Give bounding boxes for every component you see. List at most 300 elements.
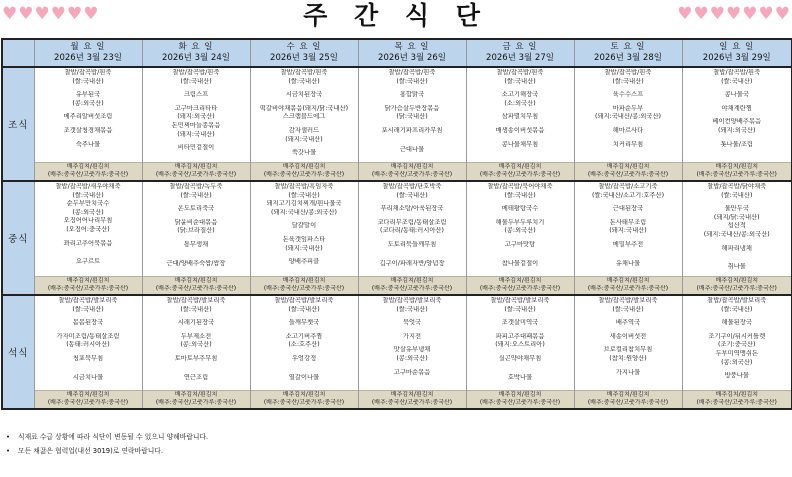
dish-item: 조갯살청경채볶음 xyxy=(63,126,113,134)
dish-item: (소:외국산) xyxy=(504,99,536,107)
heart-icon: ♥ xyxy=(50,4,66,24)
heart-icon: ♥ xyxy=(83,4,99,24)
menu-cell xyxy=(142,181,250,295)
menu-cell-content xyxy=(35,296,142,408)
dish-item: (쌀:국내산) xyxy=(504,77,536,85)
menu-cell xyxy=(34,295,142,409)
dish-item: 베이컨양배추볶음 xyxy=(712,118,762,126)
dish-item: 찰밥/잡곡밥/흰죽 xyxy=(64,69,112,76)
menu-cell xyxy=(34,181,142,295)
dish-item: 섭산적 xyxy=(727,222,746,230)
dish-item: 통무생채 xyxy=(183,240,209,248)
dish-item: 가자미조림/동태살조림 xyxy=(56,332,120,340)
menu-cell-content xyxy=(467,296,574,408)
dish-item: 찰밥/잡곡밥/발보리죽 xyxy=(58,297,118,304)
kimchi-band xyxy=(359,276,466,294)
kimchi-band xyxy=(575,276,682,294)
dish-item: 청포묵무침 xyxy=(72,354,104,362)
kimchi-name: 배추김치/흰김치 xyxy=(66,391,110,398)
dish-item: 가지전 xyxy=(402,332,422,340)
menu-cell-content xyxy=(467,182,574,294)
dish-item: 유채나물 xyxy=(615,259,641,267)
dish-item: (쌀:국내산) xyxy=(72,191,104,199)
dish-item: (쌀:국내산) xyxy=(288,305,320,313)
day-date: 2026년 3월 26일 xyxy=(378,53,446,63)
dish-item: (쌀:국내산) xyxy=(612,305,644,313)
dish-item: 삼파멸치무침 xyxy=(501,113,539,121)
dish-list xyxy=(575,182,682,268)
notes xyxy=(6,430,208,458)
dish-item: 찰밥/잡곡밥/녹두죽 xyxy=(169,183,223,190)
dish-item: 고구마맛탕 xyxy=(504,240,536,248)
menu-cell xyxy=(466,181,574,295)
kimchi-band xyxy=(575,390,682,408)
weekly-menu-table xyxy=(1,38,792,410)
dish-item: (닭:브라질산) xyxy=(177,227,215,235)
dish-item: (닭:국내산) xyxy=(396,113,428,121)
day-name: 목 요 일 xyxy=(394,42,430,52)
dish-item: (돼지:국내산) xyxy=(177,130,215,138)
dish-item: 치커리무침 xyxy=(612,140,644,148)
dish-item: 푸리채소탕/아욱된장국 xyxy=(380,205,444,213)
dish-item: 고구마순볶음 xyxy=(393,368,431,376)
day-date: 2026년 3월 23일 xyxy=(54,53,122,63)
dish-item: (쌀:국내산) xyxy=(504,191,536,199)
dish-item: 소고기버추찜 xyxy=(285,332,323,340)
kimchi-name: 배추김치/흰김치 xyxy=(498,391,542,398)
heart-icon: ♥ xyxy=(67,4,83,24)
kimchi-name: 배추김치/흰김치 xyxy=(606,391,650,398)
day-date: 2026년 3월 25일 xyxy=(270,53,338,63)
heart-icon: ♥ xyxy=(18,4,34,24)
day-header xyxy=(142,39,250,67)
day-header xyxy=(34,39,142,67)
dish-item: 찰밥/잡곡밥/흰죽 xyxy=(280,69,328,76)
dish-item: 온도토리죽국 xyxy=(177,205,215,213)
menu-cell-content xyxy=(575,296,682,408)
kimchi-band xyxy=(467,162,574,180)
kimchi-name: 배추김치/흰김치 xyxy=(390,163,434,170)
day-header-row xyxy=(2,39,792,67)
menu-cell-content xyxy=(359,296,466,408)
kimchi-origin: (배추:중국산/고춧가루:중국산) xyxy=(479,399,561,406)
dish-item: 돈육갯잎파스타 xyxy=(282,235,326,243)
dish-item: 들깨무챗국 xyxy=(288,319,320,327)
dish-item: 요구르트 xyxy=(75,258,101,266)
kimchi-name: 배추김치/흰김치 xyxy=(174,391,218,398)
menu-cell-content xyxy=(683,296,792,408)
menu-cell xyxy=(142,67,250,181)
dish-item: 홍합맑국 xyxy=(399,91,425,99)
dish-item: 메밀부추전 xyxy=(612,240,644,248)
day-name: 화 요 일 xyxy=(178,42,214,52)
menu-cell xyxy=(250,67,358,181)
dish-item: 유부된국 xyxy=(75,91,101,99)
dish-item: 찰밥/잡곡밥/흰죽 xyxy=(388,69,436,76)
dish-item: (쌀:국내산) xyxy=(288,77,320,85)
dish-item: 달걀말이 xyxy=(291,222,317,230)
kimchi-name: 배추김치/흰김치 xyxy=(715,277,759,284)
bullet-icon: • xyxy=(6,447,11,455)
menu-cell xyxy=(250,181,358,295)
kimchi-name: 배추김치/흰김치 xyxy=(715,163,759,170)
menu-cell-content xyxy=(251,182,358,294)
kimchi-name: 배추김치/흰김치 xyxy=(390,391,434,398)
dish-item: 물만두국 xyxy=(724,205,749,213)
kimchi-origin: (배추:중국산/고춧가루:중국산) xyxy=(47,285,129,292)
dish-item: 맛살유부냉채 xyxy=(393,346,431,354)
kimchi-name: 배추김치/흰김치 xyxy=(66,163,110,170)
dish-item: 비타민겉절이 xyxy=(177,144,215,152)
dish-item: (쌀:국내산) xyxy=(721,77,753,85)
dish-item: 연근조림 xyxy=(183,373,209,381)
kimchi-name: 배추김치/흰김치 xyxy=(282,277,326,284)
day-header xyxy=(250,39,358,67)
day-header xyxy=(466,39,574,67)
dish-item: 닭가슴살두반장볶음 xyxy=(384,104,440,112)
kimchi-band xyxy=(575,162,682,180)
kimchi-band xyxy=(683,276,792,294)
dish-item: 우엉강정 xyxy=(291,354,317,362)
kimchi-band xyxy=(251,390,358,408)
dish-item: 두부미역맹쉬돈 xyxy=(715,349,759,357)
dish-item: 시금치나물 xyxy=(72,373,104,381)
kimchi-band xyxy=(143,390,250,408)
heart-icon: ♥ xyxy=(709,4,725,24)
dish-item: (돼지:외국산) xyxy=(177,113,215,121)
kimchi-band xyxy=(251,162,358,180)
dish-item: 찰밥/잡곡밥/새우야채죽 xyxy=(55,183,121,190)
day-header xyxy=(358,39,466,67)
day-header xyxy=(574,39,682,67)
kimchi-origin: (배추:중국산/고춧가루:중국산) xyxy=(263,285,345,292)
dish-item: (쌀:국내산) xyxy=(180,77,212,85)
dish-item: 코다리무조림/동태살조림 xyxy=(377,218,447,226)
dish-item: 마파순두부 xyxy=(612,104,644,112)
title-bar xyxy=(0,0,792,34)
dish-list xyxy=(143,182,250,268)
dish-item: 배추역국 xyxy=(615,319,641,327)
menu-cell xyxy=(358,67,466,181)
menu-cell xyxy=(142,295,250,409)
dish-item: (쌀:국내산) xyxy=(396,191,428,199)
dish-item: 찰밥/잡곡밥/북어야채죽 xyxy=(487,183,553,190)
dish-item: (쌀:국내산/소고기:호주산) xyxy=(591,191,665,199)
dish-item: 찰밥/잡곡밥/발보리죽 xyxy=(707,297,767,304)
kimchi-band xyxy=(467,276,574,294)
dish-item: 시금치된장국 xyxy=(285,91,323,99)
dish-item: 파피고추대패볶음 xyxy=(495,332,545,340)
dish-item: 찰밥/잡곡밥/닭야채죽 xyxy=(707,183,767,190)
kimchi-name: 배추김치/흰김치 xyxy=(66,277,110,284)
day-date: 2026년 3월 24일 xyxy=(162,53,230,63)
dish-item: 찰밥/잡곡밥/흰죽 xyxy=(713,69,761,76)
dish-item: 해물된장국 xyxy=(721,319,752,327)
menu-cell xyxy=(574,181,682,295)
kimchi-origin: (배추:중국산/고춧가루:중국산) xyxy=(263,171,345,178)
heart-icon: ♥ xyxy=(693,4,709,24)
dish-item: 해물두부두루치기 xyxy=(495,218,545,226)
dish-list xyxy=(251,296,358,382)
menu-cell-content xyxy=(575,182,682,294)
dish-list xyxy=(143,68,250,153)
kimchi-origin: (배추:중국산/고춧가루:중국산) xyxy=(47,171,129,178)
corner-cell xyxy=(2,39,34,67)
menu-cell xyxy=(682,67,792,181)
kimchi-origin: (배추:중국산/고춧가루:중국산) xyxy=(696,171,777,178)
kimchi-name: 배추김치/흰김치 xyxy=(606,163,650,170)
kimchi-band xyxy=(143,276,250,294)
dish-item: 매생송이버섯볶음 xyxy=(495,126,545,134)
day-name: 토 요 일 xyxy=(610,42,646,52)
dish-item: 스크램블드에그 xyxy=(282,113,326,121)
dish-item: (돼지:국내산) xyxy=(285,135,323,143)
note-line xyxy=(6,444,208,458)
dish-item: 양배추피클 xyxy=(288,258,320,266)
note-line xyxy=(6,430,208,444)
note-text: 모든 채끓은 협력업(내선 3019)로 연락바랍니다. xyxy=(18,447,164,455)
menu-body xyxy=(2,67,792,409)
kimchi-name: 배추김치/흰김치 xyxy=(498,163,542,170)
dish-item: 조갯살미역국 xyxy=(501,319,539,327)
dish-item: 야채계란찜 xyxy=(721,104,752,112)
kimchi-name: 배추김치/흰김치 xyxy=(282,391,326,398)
kimchi-origin: (배추:중국산/고춧가루:중국산) xyxy=(155,171,237,178)
menu-cell xyxy=(250,295,358,409)
dish-item: 콩나물국 xyxy=(724,91,749,99)
menu-cell xyxy=(574,295,682,409)
heart-icon: ♥ xyxy=(742,4,758,24)
kimchi-origin: (배추:중국산/고춧가루:중국산) xyxy=(155,399,237,406)
note-text: 식재료 수급 상황에 따라 식단이 변동될 수 있으니 양해바랍니다. xyxy=(18,433,209,441)
dish-list xyxy=(35,68,142,149)
menu-cell-content xyxy=(143,296,250,408)
dish-item: (콩:외국산) xyxy=(72,208,104,216)
dish-item: 숙주나물 xyxy=(75,140,101,148)
menu-cell-content xyxy=(575,68,682,180)
menu-cell xyxy=(682,295,792,409)
day-name: 일 요 일 xyxy=(719,42,755,52)
heart-icon: ♥ xyxy=(758,4,774,24)
dish-item: 도토리묵들깨무침 xyxy=(387,240,437,248)
dish-item: (조기:중국산) xyxy=(718,341,756,349)
dish-item: 근대된장국 xyxy=(612,205,644,213)
dish-item: 근대나물 xyxy=(399,145,425,153)
day-date: 2026년 3월 27일 xyxy=(486,53,554,63)
kimchi-origin: (배추:중국산/고춧가루:중국산) xyxy=(587,285,669,292)
dish-item: (돼지:오스트리아) xyxy=(495,341,545,349)
meal-label: 중식 xyxy=(2,181,34,295)
dish-item: 찰밥/잡곡밥/흰죽 xyxy=(496,69,544,76)
dish-item: (쌀:국내산) xyxy=(288,191,320,199)
kimchi-name: 배추김치/흰김치 xyxy=(606,277,650,284)
menu-cell-content xyxy=(683,68,792,180)
dish-item: 해마르사다 xyxy=(612,126,644,134)
dish-item: (돼지:국내산/콩:외국산) xyxy=(703,230,770,238)
dish-item: (쌀:국내산) xyxy=(396,77,428,85)
dish-item: 톳나물/조림 xyxy=(720,140,754,148)
menu-cell-content xyxy=(35,182,142,294)
meal-label: 석식 xyxy=(2,295,34,409)
dish-item: 소고기해장국 xyxy=(501,91,539,99)
dish-item: 꽈리고추어묵볶음 xyxy=(63,239,113,247)
dish-item: 찰밥/잡곡밥/단호박죽 xyxy=(382,183,442,190)
kimchi-origin: (배추:중국산/고춧가루:중국산) xyxy=(155,285,237,292)
dish-item: 찰밥/잡곡밥/흰죽 xyxy=(604,69,652,76)
dish-list xyxy=(683,68,792,149)
kimchi-band xyxy=(683,390,792,408)
meal-label: 조식 xyxy=(2,67,34,181)
kimchi-origin: (배추:중국산/고춧가루:중국산) xyxy=(696,399,777,406)
kimchi-band xyxy=(359,162,466,180)
dish-item: 돼지고기김치찌개/흰나물국 xyxy=(266,200,342,208)
kimchi-band xyxy=(467,390,574,408)
kimchi-band xyxy=(251,276,358,294)
dish-item: 브로컬리참치무침 xyxy=(603,346,653,354)
dish-item: 떡갈비야채볶음(돼지/닭:국내산) xyxy=(259,104,349,112)
dish-item: 찰밥/잡곡밥/흰죽 xyxy=(172,69,220,76)
dish-item: (동태:러시아산) xyxy=(66,341,110,349)
kimchi-name: 배추김치/흰김치 xyxy=(715,391,759,398)
menu-cell xyxy=(34,67,142,181)
dish-item: (콩:외국산) xyxy=(180,341,212,349)
dish-list xyxy=(683,182,792,272)
kimchi-origin: (배추:중국산/고춧가루:중국산) xyxy=(587,399,669,406)
meal-row xyxy=(2,181,792,295)
menu-cell xyxy=(466,295,574,409)
dish-item: 조기구이/뒤시커틀렛 xyxy=(708,332,766,340)
dish-item: (소:호주산) xyxy=(288,341,320,349)
dish-item: (돼지:국내산/콩:외국산) xyxy=(270,208,338,216)
kimchi-band xyxy=(35,162,142,180)
dish-list xyxy=(467,296,574,382)
dish-item: 순두부만치국수 xyxy=(66,200,110,208)
dish-item: (참치:원양산) xyxy=(609,354,647,362)
kimchi-origin: (배추:중국산/고춧가루:중국산) xyxy=(479,171,561,178)
kimchi-origin: (배추:중국산/고춧가루:중국산) xyxy=(371,171,453,178)
menu-cell xyxy=(574,67,682,181)
dish-item: 찰밥/잡곡밥/발보리죽 xyxy=(274,297,334,304)
dish-item: (돼지/닭:국내산) xyxy=(713,213,760,221)
kimchi-name: 배추김치/흰김치 xyxy=(282,163,326,170)
dish-item: 찰밥/잡곡밥/소고기죽 xyxy=(598,183,658,190)
menu-cell-content xyxy=(683,182,792,294)
kimchi-band xyxy=(143,162,250,180)
day-date: 2026년 3월 29일 xyxy=(702,53,771,63)
dish-item: (쌀:국내산) xyxy=(721,305,753,313)
dish-item: 토마토부추무침 xyxy=(174,354,218,362)
menu-cell xyxy=(358,295,466,409)
kimchi-name: 배추김치/흰김치 xyxy=(390,277,434,284)
dish-item: 크림스프 xyxy=(183,91,209,99)
dish-item: 포시래기파프리카무침 xyxy=(381,126,443,134)
dish-item: (오징어:중국산) xyxy=(66,225,110,233)
day-name: 월 요 일 xyxy=(70,42,106,52)
kimchi-band xyxy=(35,390,142,408)
kimchi-origin: (배추:중국산/고춧가루:중국산) xyxy=(371,285,453,292)
menu-cell-content xyxy=(467,68,574,180)
kimchi-origin: (배추:중국산/고춧가루:중국산) xyxy=(371,399,453,406)
dish-list xyxy=(359,68,466,154)
dish-item: 오징어어나리무침 xyxy=(63,217,113,225)
heart-icon: ♥ xyxy=(726,4,742,24)
dish-list xyxy=(359,296,466,377)
dish-item: 쑥갓나물 xyxy=(291,149,317,157)
heart-icon: ♥ xyxy=(677,4,693,24)
dish-item: (쌀:국내산) xyxy=(721,191,753,199)
dish-list xyxy=(575,296,682,377)
menu-cell xyxy=(682,181,792,295)
dish-item: (코다리/동태:러시아산) xyxy=(380,227,444,235)
dish-item: (콩:외국산) xyxy=(721,358,753,366)
dish-item: (쌀:국내산) xyxy=(612,77,644,85)
dish-item: (돼지:국내산/콩:외국산) xyxy=(594,113,662,121)
dish-list xyxy=(575,68,682,149)
heart-icon: ♥ xyxy=(2,4,18,24)
dish-item: 봄봄된장국 xyxy=(72,319,104,327)
kimchi-name: 배추김치/흰김치 xyxy=(174,163,218,170)
kimchi-origin: (배추:중국산/고춧가루:중국산) xyxy=(696,285,777,292)
menu-cell-content xyxy=(359,68,466,180)
dish-item: 참나물겉절이 xyxy=(501,259,539,267)
kimchi-name: 배추김치/흰김치 xyxy=(174,277,218,284)
dish-item: 찰밥/잡곡밥/발보리죽 xyxy=(598,297,658,304)
dish-list xyxy=(143,296,250,382)
kimchi-origin: (배추:중국산/고춧가루:중국산) xyxy=(47,399,129,406)
kimchi-band xyxy=(683,162,792,180)
day-name: 금 요 일 xyxy=(502,42,538,52)
kimchi-band xyxy=(35,276,142,294)
dish-item: 취나물 xyxy=(727,263,746,271)
dish-item: 방풍나물 xyxy=(724,372,749,380)
menu-cell-content xyxy=(359,182,466,294)
kimchi-origin: (배추:중국산/고춧가루:중국산) xyxy=(587,171,669,178)
dish-item: 찰밥/잡곡밥/발보리죽 xyxy=(166,297,226,304)
dish-item: (콩:외국산) xyxy=(396,354,428,362)
dish-item: (돼지:국내산) xyxy=(609,227,647,235)
dish-list xyxy=(359,182,466,268)
dish-item: 돈민찌마늘종볶음 xyxy=(171,121,221,129)
dish-item: 열갈이나물 xyxy=(288,373,320,381)
dish-item: 고구마크리타타 xyxy=(174,104,218,112)
dish-item: (콩:외국산) xyxy=(72,99,104,107)
day-header xyxy=(682,39,792,67)
dish-list xyxy=(467,182,574,268)
dish-item: 새송이버섯전 xyxy=(609,332,647,340)
dish-item: 닭윤비순대볶음 xyxy=(174,218,218,226)
dish-item: 돈사태무조림 xyxy=(609,218,647,226)
dish-item: 메테왕탕국수 xyxy=(501,205,539,213)
menu-cell xyxy=(358,181,466,295)
menu-cell xyxy=(466,67,574,181)
dish-list xyxy=(467,68,574,149)
dish-item: 감자샐러드 xyxy=(288,126,320,134)
dish-item: 북엇국 xyxy=(402,319,422,327)
dish-list xyxy=(35,182,142,267)
dish-item: 찰밥/잡곡밥/흑임자죽 xyxy=(274,183,334,190)
dish-item: 실곤약야채무침 xyxy=(498,354,542,362)
kimchi-origin: (배추:중국산/고춧가루:중국산) xyxy=(479,285,561,292)
dish-item: (쌀:국내산) xyxy=(504,305,536,313)
dish-item: 찰밥/잡곡밥/발보리죽 xyxy=(382,297,442,304)
dish-item: 해파리냉채 xyxy=(721,244,752,252)
dish-item: 호박나물 xyxy=(507,373,533,381)
dish-item: 깁구이/파래자반/양념장 xyxy=(379,259,445,267)
kimchi-origin: (배추:중국산/고춧가루:중국산) xyxy=(263,399,345,406)
dish-item: 찰밥/잡곡밥/발보리죽 xyxy=(490,297,550,304)
menu-cell-content xyxy=(143,182,250,294)
bullet-icon: • xyxy=(6,433,11,441)
